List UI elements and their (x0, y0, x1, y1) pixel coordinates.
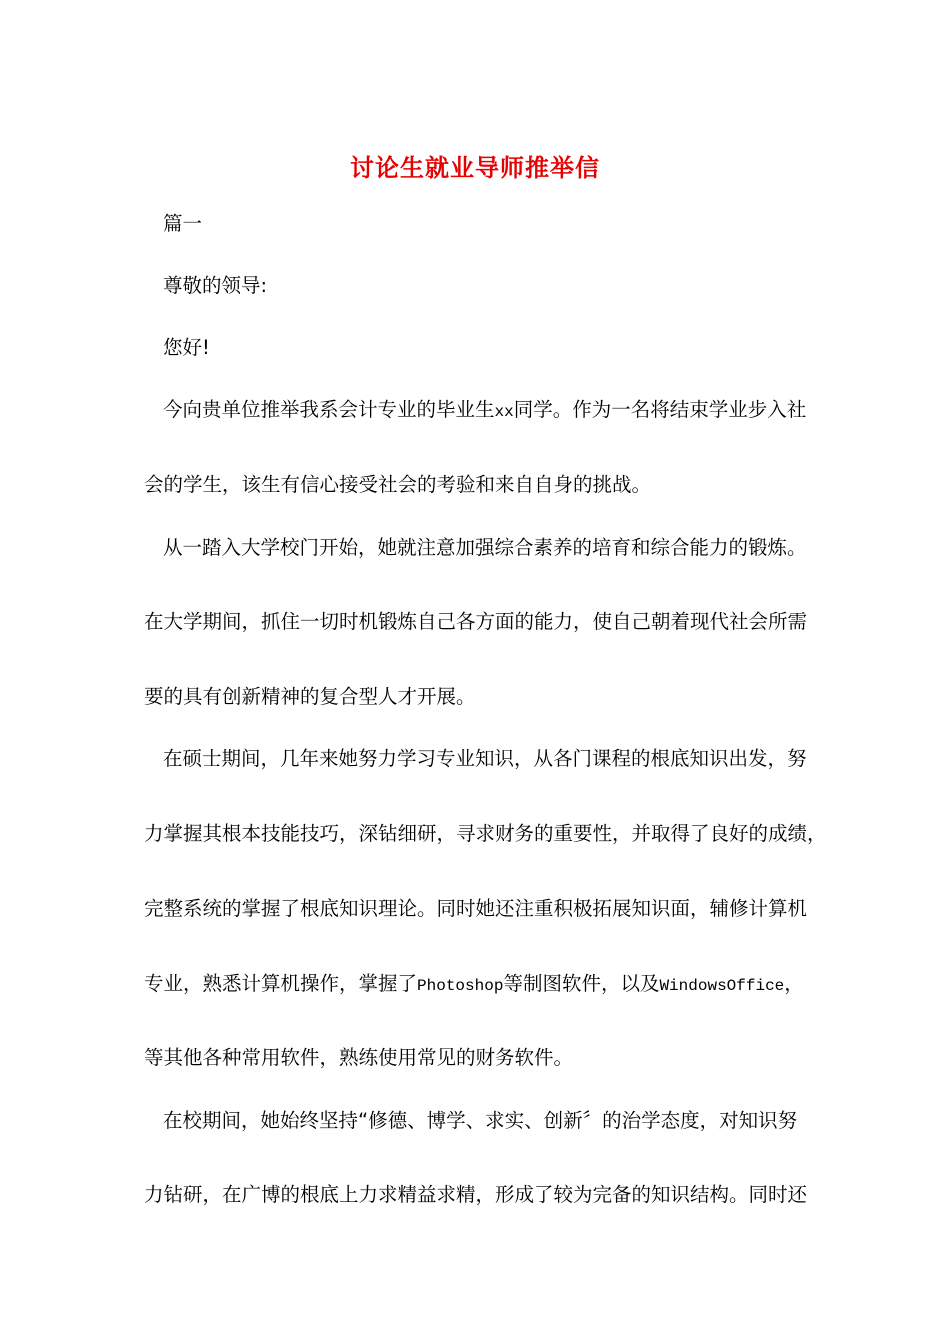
document-title: 讨论生就业导师推举信 (350, 154, 600, 182)
section-label: 篇一 (163, 212, 203, 235)
paragraph-1-line-1 (163, 396, 806, 426)
paragraph-2-line-3: 要的具有创新精神的复合型人才开展。 (144, 685, 476, 708)
text-segment: ， (784, 972, 804, 995)
paragraph-3-line-2: 力掌握其根本技能技巧，深钻细研，寻求财务的重要性，并取得了良好的成绩， (144, 822, 827, 845)
text-segment: 同学。作为一名将结束学业步入社 (513, 398, 807, 421)
student-name-placeholder: xx (494, 403, 514, 421)
paragraph-3-line-4 (144, 970, 804, 1000)
text-segment: 今向贵单位推举我系会计专业的毕业生 (163, 398, 495, 421)
paragraph-3-line-1: 在硕士期间，几年来她努力学习专业知识，从各门课程的根底知识出发，努 (163, 747, 807, 770)
paragraph-2-line-2: 在大学期间，抓住一切时机锻炼自己各方面的能力，使自己朝着现代社会所需 (144, 610, 808, 633)
software-name: Photoshop (417, 977, 504, 995)
paragraph-2-line-1: 从一踏入大学校门开始，她就注意加强综合素养的培育和综合能力的锻炼。 (163, 536, 807, 559)
text-segment: 等制图软件，以及 (503, 972, 660, 995)
paragraph-4-line-1: 在校期间，她始终坚持“修德、博学、求实、创新〞的治学态度，对知识努 (163, 1109, 798, 1132)
salutation: 尊敬的领导: (163, 274, 268, 297)
software-name: WindowsOffice (659, 977, 785, 995)
text-segment: 专业，熟悉计算机操作，掌握了 (144, 972, 418, 995)
paragraph-3-line-3: 完整系统的掌握了根底知识理论。同时她还注重积极拓展知识面，辅修计算机 (144, 897, 808, 920)
paragraph-1-line-2: 会的学生，该生有信心接受社会的考验和来自自身的挑战。 (144, 473, 652, 496)
paragraph-3-line-5: 等其他各种常用软件，熟练使用常见的财务软件。 (144, 1046, 574, 1069)
paragraph-4-line-2: 力钻研，在广博的根底上力求精益求精，形成了较为完备的知识结构。同时还 (144, 1183, 808, 1206)
greeting: 您好! (163, 336, 210, 359)
